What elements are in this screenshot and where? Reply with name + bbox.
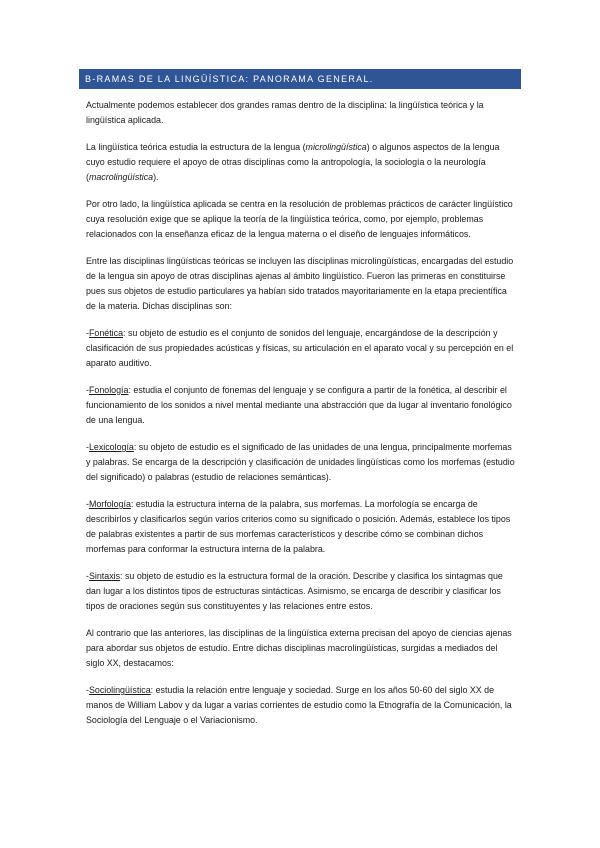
definition-lexicologia <box>86 440 518 485</box>
definition-fonologia <box>86 383 518 428</box>
paragraph-micro-disciplines: Entre las disciplinas lingüísticas teóricas se incluyen las disciplinas microlingüísticas, encargadas del estudio de la lengua sin apoyo de otras disciplinas ajenas al ámbito lingüístico. Fueron las primeras en constituirse pues sus objetos de estudio particulares ya habían sido tratados mayoritariamente en la etapa precientífica de la materia. Dichas disciplinas son: <box>86 256 514 311</box>
definition-text: : estudia la estructura interna de la palabra, sus morfemas. La morfología se encarga de describirlos y clasificarlos según varios criterios como su significado o posición. Además, establece los tipos de palabras existentes a partir de sus morfemas característicos y describe cómo se combinan dichos morfemas para conformar la estructura interna de la palabra. <box>86 499 511 554</box>
term-microlinguistica: microlingüística <box>305 142 367 152</box>
paragraph-macro-disciplines: Al contrario que las anteriores, las disciplinas de la lingüística externa precisan del apoyo de ciencias ajenas para abordar sus objetos de estudio. Entre dichas disciplinas macrolingüísticas, surgidas a mediados del siglo XX, destacamos: <box>86 628 512 668</box>
text-run: ) o algunos aspectos de la lengua cuyo estudio requiere el apoyo de otras disciplinas como la antropología, la sociología o la neurología ( <box>86 142 500 182</box>
term-sociolinguistica: Sociolingüística <box>88 685 151 695</box>
text-run: ). <box>153 172 159 182</box>
definition-morfologia <box>86 497 518 557</box>
list-dash: - <box>86 571 89 581</box>
list-dash: - <box>86 685 89 695</box>
paragraph-theoretical <box>86 140 518 185</box>
definition-text: : su objeto de estudio es el significado de las unidades de una lengua, principalmente morfemas y palabras. Se encarga de la descripción y clasificación de unidades lingüísticas como los morfemas (estudio del significado) o palabras (estudio de relaciones semánticas). <box>86 442 515 482</box>
definition-text: : su objeto de estudio es la estructura formal de la oración. Describe y clasifica los sintagmas que dan lugar a los distintos tipos de estructuras sintácticas. Asimismo, se encarga de describir y clasificar los tipos de oraciones según sus constituyentes y las relaciones entre estos. <box>86 571 503 611</box>
definition-text: : estudia la relación entre lenguaje y sociedad. Surge en los años 50-60 del siglo XX de manos de William Labov y da lugar a varias corrientes de estudio como la Etnografía de la Comunicación, la Sociología del Lenguaje o el Variacionismo. <box>86 685 512 725</box>
term-lexicologia: Lexicología <box>88 442 134 452</box>
term-fonetica: Fonética <box>88 328 124 338</box>
term-sintaxis: Sintaxis <box>88 571 121 581</box>
section-heading: B-RAMAS DE LA LINGÜÍSTICA: PANORAMA GENERAL. <box>79 69 521 89</box>
list-dash: - <box>86 385 89 395</box>
text-run: La lingüística teórica estudia la estructura de la lengua ( <box>86 142 306 152</box>
list-dash: - <box>86 499 89 509</box>
term-macrolinguistica: macrolingüística <box>88 172 154 182</box>
document-body <box>86 98 518 740</box>
term-morfologia: Morfología <box>88 499 131 509</box>
definition-text: : estudia el conjunto de fonemas del lenguaje y se configura a partir de la fonética, al describir el funcionamiento de los sonidos a nivel mental mediante una abstracción que da lugar al inventario fonológico de una lengua. <box>86 385 512 425</box>
paragraph-intro: Actualmente podemos establecer dos grandes ramas dentro de la disciplina: la lingüística teórica y la lingüística aplicada. <box>86 100 484 125</box>
list-dash: - <box>86 328 89 338</box>
definition-text: : su objeto de estudio es el conjunto de sonidos del lenguaje, encargándose de la descripción y clasificación de sus propiedades acústicas y físicas, su articulación en el aparato vocal y su percepción en el aparato auditivo. <box>86 328 514 368</box>
paragraph-applied: Por otro lado, la lingüística aplicada se centra en la resolución de problemas prácticos de carácter lingüístico cuya resolución exige que se aplique la teoría de la lingüística teórica, como, por ejemplo, problemas relacionados con la enseñanza eficaz de la lengua materna o el diseño de lenguajes informáticos. <box>86 199 513 239</box>
definition-sociolinguistica <box>86 683 518 728</box>
definition-fonetica <box>86 326 518 371</box>
list-dash: - <box>86 442 89 452</box>
term-fonologia: Fonología <box>88 385 129 395</box>
definition-sintaxis <box>86 569 518 614</box>
